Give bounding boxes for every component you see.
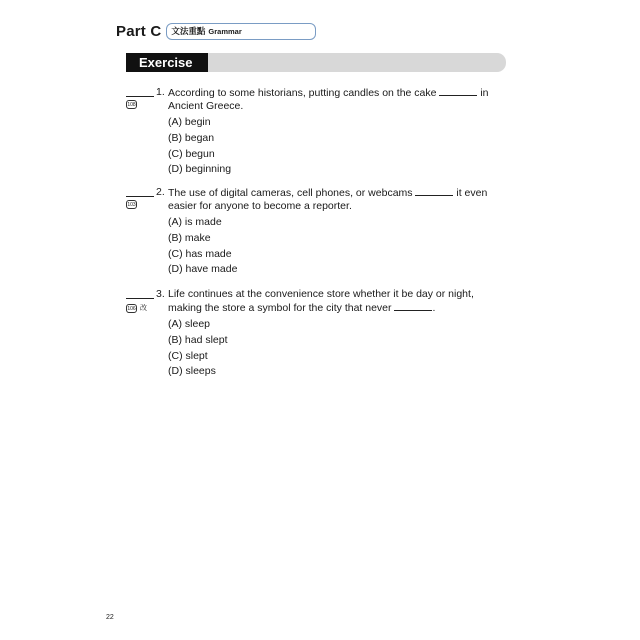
option-b[interactable]: (B) had slept	[168, 333, 228, 346]
option-c[interactable]: (C) has made	[168, 247, 232, 260]
section-title-zh: 文法重點	[171, 26, 206, 36]
question-text-after: in Ancient Greece.	[168, 87, 489, 112]
exercise-band	[126, 53, 506, 72]
question-number: 2.	[156, 186, 165, 198]
source-tag	[126, 100, 140, 109]
part-header	[116, 20, 316, 42]
source-tag	[126, 302, 147, 315]
option-a[interactable]: (A) begin	[168, 116, 211, 128]
source-note: 改	[140, 305, 147, 312]
options-list	[168, 215, 506, 278]
question-text-before: The use of digital cameras, cell phones, or webcams	[168, 187, 413, 199]
question-text-after: .	[432, 302, 436, 314]
answer-line[interactable]	[126, 196, 154, 197]
option-b[interactable]: (B) began	[168, 131, 215, 144]
question-number: 3.	[156, 288, 165, 300]
exercise-label: Exercise	[126, 53, 208, 72]
question-number: 1.	[156, 86, 165, 98]
blank	[394, 301, 432, 311]
options-list	[168, 317, 506, 380]
answer-line[interactable]	[126, 96, 154, 97]
option-a[interactable]: (A) is made	[168, 216, 222, 228]
option-b[interactable]: (B) make	[168, 231, 211, 244]
option-c[interactable]: (C) begun	[168, 147, 215, 160]
option-d[interactable]: (D) sleeps	[168, 365, 216, 378]
question-text	[168, 86, 506, 113]
question-1	[126, 86, 506, 178]
question-text	[168, 288, 506, 315]
question-text	[168, 186, 506, 213]
blank	[439, 86, 477, 96]
answer-line[interactable]	[126, 298, 154, 299]
question-text-after: it even easier for anyone to become a reporter.	[168, 187, 488, 212]
option-a[interactable]: (A) sleep	[168, 318, 211, 330]
option-d[interactable]: (D) have made	[168, 263, 238, 276]
source-year-badge: 108	[127, 102, 136, 108]
question-2	[126, 186, 506, 278]
source-tag	[126, 200, 140, 209]
blank	[415, 186, 453, 196]
part-title: Part C	[116, 22, 162, 40]
source-year-badge: 106	[127, 306, 136, 312]
option-c[interactable]: (C) slept	[168, 349, 208, 362]
question-3	[126, 288, 506, 380]
page-number: 22	[106, 614, 114, 621]
question-text-before: Life continues at the convenience store whether it be day or night, making the store a symbol for the city that never	[168, 288, 474, 314]
source-year-badge: 103	[127, 202, 136, 208]
section-title-en: Grammar	[208, 26, 242, 36]
question-text-before: According to some historians, putting candles on the cake	[168, 87, 437, 99]
options-list	[168, 115, 506, 178]
option-d[interactable]: (D) beginning	[168, 163, 232, 176]
section-pill	[166, 23, 316, 40]
